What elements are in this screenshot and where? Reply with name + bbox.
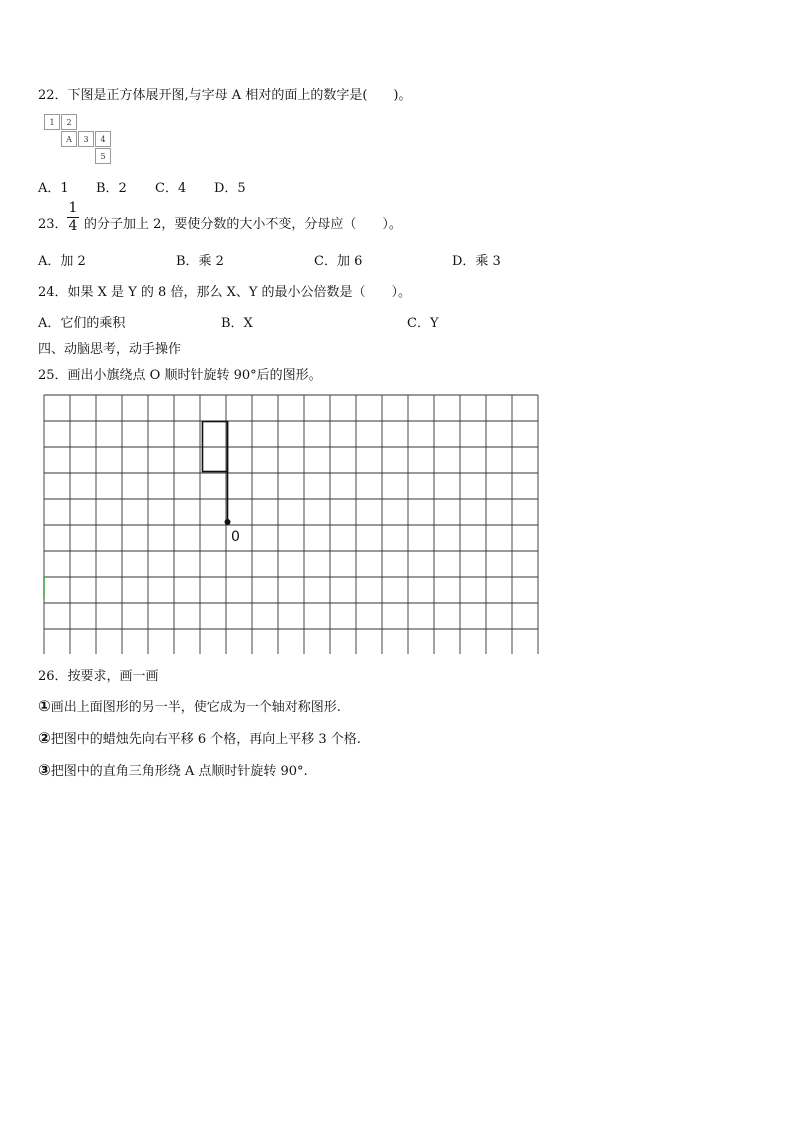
q23-option-b: B．乘 2	[176, 254, 224, 269]
question-23-text: 的分子加上 2，要使分数的大小不变，分母应（ ）。	[84, 217, 402, 232]
question-26-text: 26．按要求，画一画	[38, 669, 159, 684]
q23-option-d: D．乘 3	[452, 254, 501, 269]
q22-option-b: B．2	[96, 181, 127, 196]
q26-item-3-text: 把图中的直角三角形绕 A 点顺时针旋转 90°.	[50, 764, 308, 779]
q26-item-2-text: 把图中的蜡烛先向右平移 6 个格，再向上平移 3 个格.	[50, 732, 361, 747]
net-cell-3: 3	[78, 131, 94, 147]
q26-item-1	[38, 696, 341, 715]
q26-item-2	[38, 728, 361, 747]
section-4-title: 四、动脑思考，动手操作	[38, 342, 182, 357]
question-23-number: 23．	[38, 217, 68, 232]
circled-number-1: ①	[38, 697, 51, 715]
circled-number-3: ③	[38, 761, 51, 779]
q24-option-c: C．Y	[407, 316, 439, 331]
net-cell-a: A	[61, 131, 77, 147]
grid-svg	[43, 394, 545, 654]
q24-option-a: A．它们的乘积	[38, 316, 126, 331]
fraction-one-quarter	[66, 200, 80, 235]
grid-lines	[44, 395, 538, 654]
net-cell-4: 4	[95, 131, 111, 147]
q23-option-c: C．加 6	[314, 254, 363, 269]
question-22-text: 22．下图是正方体展开图,与字母 A 相对的面上的数字是( )。	[38, 88, 412, 103]
point-o-label: 0	[231, 529, 240, 545]
fraction-denominator: 4	[68, 218, 78, 234]
q26-item-3	[38, 760, 308, 779]
q23-option-a: A．加 2	[38, 254, 86, 269]
fraction-numerator: 1	[68, 200, 78, 216]
net-cell-2: 2	[61, 114, 77, 130]
point-o	[225, 519, 231, 525]
rotation-grid	[43, 394, 545, 658]
q22-option-a: A．1	[38, 181, 69, 196]
q22-option-d: D．5	[214, 181, 246, 196]
question-24-text: 24．如果 X 是 Y 的 8 倍，那么 X、Y 的最小公倍数是（ ）。	[38, 285, 412, 300]
net-cell-5: 5	[95, 148, 111, 164]
q24-option-b: B．X	[221, 316, 253, 331]
q26-item-1-text: 画出上面图形的另一半，使它成为一个轴对称图形.	[50, 700, 341, 715]
circled-number-2: ②	[38, 729, 51, 747]
q22-option-c: C．4	[155, 181, 187, 196]
question-25-text: 25．画出小旗绕点 O 顺时针旋转 90°后的图形。	[38, 368, 322, 383]
net-cell-1: 1	[44, 114, 60, 130]
flag-shape	[203, 422, 228, 472]
